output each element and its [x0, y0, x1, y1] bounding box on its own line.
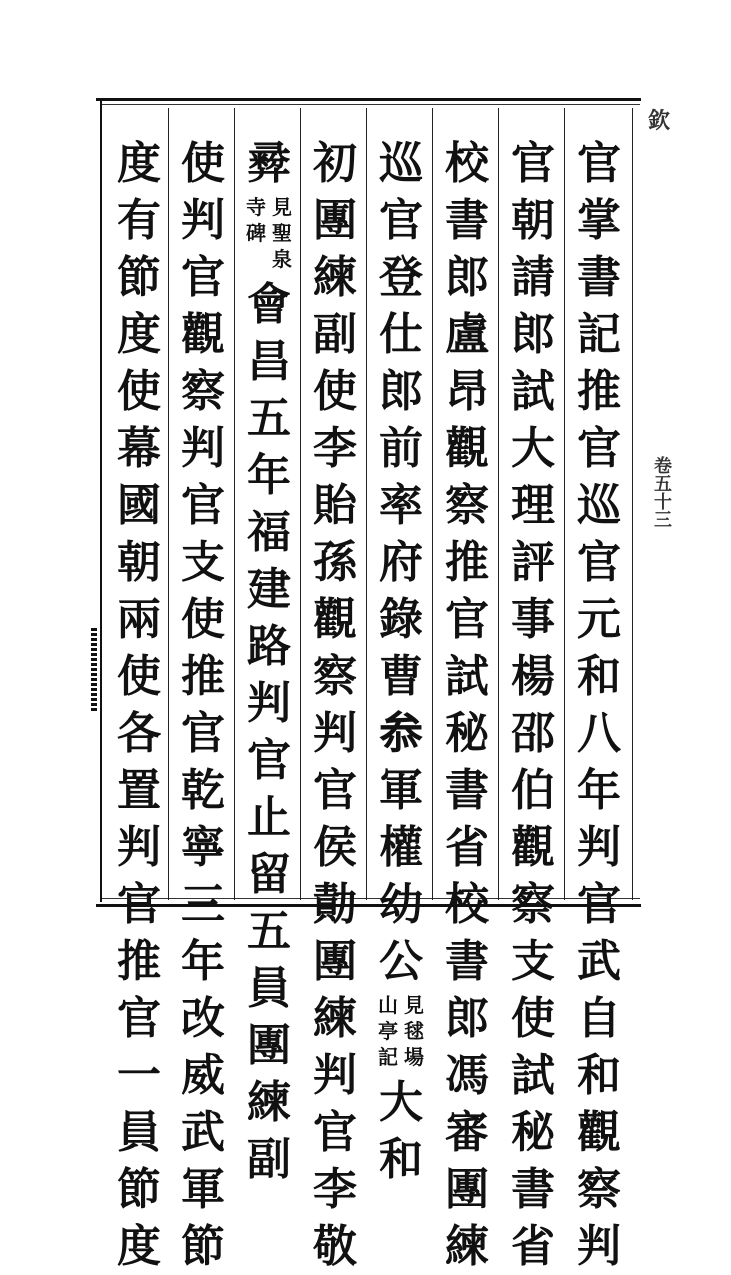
- text-char: 觀: [313, 594, 357, 645]
- text-char: 楊: [511, 651, 555, 702]
- text-char: 自: [577, 993, 621, 1044]
- text-char: 官: [117, 879, 161, 930]
- annotation-char: 毬: [404, 1019, 424, 1043]
- text-char: 評: [511, 537, 555, 588]
- text-char: 書: [511, 1164, 555, 1215]
- text-char: 判: [181, 423, 225, 474]
- column-rule: [168, 108, 169, 900]
- text-char: 登: [379, 252, 423, 303]
- text-char: 使: [511, 993, 555, 1044]
- text-char: 秘: [445, 708, 489, 759]
- text-char: 官: [181, 708, 225, 759]
- annotation-char: 碑: [246, 221, 266, 245]
- text-char: 使: [117, 651, 161, 702]
- text-char: 官: [511, 138, 555, 189]
- column-rule: [498, 108, 499, 900]
- text-char: 巡: [577, 480, 621, 531]
- text-char: 官: [313, 765, 357, 816]
- annotation-line: [376, 992, 400, 1070]
- text-char: 省: [511, 1221, 555, 1272]
- text-char: 和: [577, 651, 621, 702]
- text-char: 察: [181, 366, 225, 417]
- text-char: 判: [577, 822, 621, 873]
- text-char: 官: [577, 138, 621, 189]
- annotation-char: 場: [404, 1045, 424, 1069]
- frame-left-border: [100, 100, 102, 902]
- text-char: 前: [379, 423, 423, 474]
- text-char: 權: [379, 822, 423, 873]
- text-column: [306, 135, 364, 1275]
- page-margin: [640, 96, 680, 596]
- text-char: 團: [313, 936, 357, 987]
- text-char: 官: [117, 993, 161, 1044]
- text-char: 節: [181, 1221, 225, 1272]
- text-char: 度: [117, 309, 161, 360]
- column-rule: [366, 108, 367, 900]
- text-char: 率: [379, 480, 423, 531]
- text-char: 判: [247, 678, 291, 729]
- text-char: 節: [117, 252, 161, 303]
- text-char: 官: [181, 480, 225, 531]
- text-char: 各: [117, 708, 161, 759]
- text-char: 孫: [313, 537, 357, 588]
- text-char: 郎: [445, 993, 489, 1044]
- text-char: 察: [577, 1164, 621, 1215]
- text-char: 書: [445, 765, 489, 816]
- text-char: 福: [247, 507, 291, 558]
- text-char: 建: [247, 564, 291, 615]
- column-rule: [234, 108, 235, 900]
- text-char: 團: [445, 1164, 489, 1215]
- text-char: 官: [577, 423, 621, 474]
- text-char: 團: [313, 195, 357, 246]
- text-char: 書: [577, 252, 621, 303]
- text-char: 察: [313, 651, 357, 702]
- text-char: 邵: [511, 708, 555, 759]
- annotation-note: [376, 992, 426, 1070]
- text-char: 路: [247, 621, 291, 672]
- text-char: 大: [511, 423, 555, 474]
- text-char: 觀: [511, 822, 555, 873]
- text-char: 勣: [313, 879, 357, 930]
- text-char: 郎: [379, 366, 423, 417]
- text-char: 書: [445, 195, 489, 246]
- text-char: 使: [181, 138, 225, 189]
- text-char: 敬: [313, 1221, 357, 1272]
- text-column: [438, 135, 496, 1275]
- annotation-char: 寺: [246, 195, 266, 219]
- annotation-char: 山: [378, 993, 398, 1017]
- column-rule: [564, 108, 565, 900]
- text-char: 員: [117, 1107, 161, 1158]
- text-char: 府: [379, 537, 423, 588]
- annotation-char: 泉: [272, 247, 292, 271]
- text-column: [174, 135, 232, 1275]
- text-char: 郎: [445, 252, 489, 303]
- text-char: 有: [117, 195, 161, 246]
- text-char: 察: [445, 480, 489, 531]
- text-char: 侯: [313, 822, 357, 873]
- text-char: 官: [379, 195, 423, 246]
- text-char: 一: [117, 1050, 161, 1101]
- text-char: 官: [313, 1107, 357, 1158]
- text-char: 威: [181, 1050, 225, 1101]
- text-char: 仕: [379, 309, 423, 360]
- frame-top-inner-border: [100, 104, 640, 105]
- text-char: 元: [577, 594, 621, 645]
- text-char: 昌: [247, 336, 291, 387]
- text-char: 節: [117, 1164, 161, 1215]
- text-char: 觀: [577, 1107, 621, 1158]
- text-char: 察: [511, 879, 555, 930]
- text-char: 年: [247, 450, 291, 501]
- text-char: 推: [577, 366, 621, 417]
- text-char: 置: [117, 765, 161, 816]
- text-char: 使: [313, 366, 357, 417]
- text-char: 郎: [511, 309, 555, 360]
- text-char: 會: [247, 279, 291, 330]
- column-rule: [432, 108, 433, 900]
- text-char: 掌: [577, 195, 621, 246]
- text-char: 五: [247, 393, 291, 444]
- text-char: 判: [181, 195, 225, 246]
- chapter-label: 卷五十三: [651, 456, 672, 528]
- text-char: 大: [379, 1077, 423, 1128]
- text-char: 李: [313, 1164, 357, 1215]
- text-column: [110, 135, 168, 1275]
- text-char: 練: [445, 1221, 489, 1272]
- text-char: 度: [117, 138, 161, 189]
- text-column: [570, 135, 628, 1275]
- text-char: 盧: [445, 309, 489, 360]
- text-char: 三: [181, 879, 225, 930]
- binding-edge-mark: [91, 628, 97, 712]
- frame-top-border: [96, 98, 641, 101]
- text-char: 官: [445, 594, 489, 645]
- text-char: 練: [313, 993, 357, 1044]
- text-char: 幕: [117, 423, 161, 474]
- text-char: 支: [181, 537, 225, 588]
- text-char: 止: [247, 792, 291, 843]
- text-char: 貽: [313, 480, 357, 531]
- text-column: [240, 135, 298, 1188]
- text-char: 朝: [511, 195, 555, 246]
- text-char: 判: [117, 822, 161, 873]
- text-char: 初: [313, 138, 357, 189]
- text-char: 試: [511, 366, 555, 417]
- text-char: 試: [511, 1050, 555, 1101]
- annotation-char: 見: [272, 195, 292, 219]
- text-char: 支: [511, 936, 555, 987]
- text-char: 馮: [445, 1050, 489, 1101]
- column-rule: [632, 108, 633, 900]
- text-char: 五: [247, 906, 291, 957]
- text-char: 國: [117, 480, 161, 531]
- text-char: 請: [511, 252, 555, 303]
- text-char: 判: [577, 1221, 621, 1272]
- text-char: 團: [247, 1020, 291, 1071]
- text-column: [372, 135, 430, 1188]
- text-char: 乾: [181, 765, 225, 816]
- text-char: 判: [313, 708, 357, 759]
- text-char: 校: [445, 879, 489, 930]
- text-char: 官: [577, 879, 621, 930]
- text-char: 使: [181, 594, 225, 645]
- annotation-note: [244, 194, 294, 272]
- text-char: 度: [117, 1221, 161, 1272]
- text-char: 寧: [181, 822, 225, 873]
- text-char: 和: [379, 1134, 423, 1185]
- text-char: 官: [577, 537, 621, 588]
- text-char: 和: [577, 1050, 621, 1101]
- text-char: 官: [181, 252, 225, 303]
- text-char: 使: [117, 366, 161, 417]
- annotation-line: [244, 194, 268, 272]
- text-char: 校: [445, 138, 489, 189]
- text-char: 觀: [181, 309, 225, 360]
- text-column: [504, 135, 562, 1275]
- annotation-char: 聖: [272, 221, 292, 245]
- margin-top-char: 欽: [648, 108, 671, 134]
- text-char: 書: [445, 936, 489, 987]
- text-char: 兩: [117, 594, 161, 645]
- text-char: 推: [117, 936, 161, 987]
- text-char: 判: [313, 1050, 357, 1101]
- text-char: 武: [181, 1107, 225, 1158]
- text-char: 副: [247, 1134, 291, 1185]
- annotation-char: 亭: [378, 1019, 398, 1043]
- text-char: 軍: [379, 765, 423, 816]
- text-char: 公: [379, 936, 423, 987]
- text-char: 練: [247, 1077, 291, 1128]
- text-char: 李: [313, 423, 357, 474]
- text-char: 錄: [379, 594, 423, 645]
- column-rule: [300, 108, 301, 900]
- text-char: 試: [445, 651, 489, 702]
- text-char: 巡: [379, 138, 423, 189]
- text-char: 審: [445, 1107, 489, 1158]
- text-char: 官: [247, 735, 291, 786]
- text-char: 練: [313, 252, 357, 303]
- text-char: 理: [511, 480, 555, 531]
- text-char: 副: [313, 309, 357, 360]
- text-char: 推: [445, 537, 489, 588]
- text-char: 事: [511, 594, 555, 645]
- text-char: 省: [445, 822, 489, 873]
- text-char: 軍: [181, 1164, 225, 1215]
- annotation-line: [402, 992, 426, 1070]
- annotation-line: [270, 194, 294, 272]
- text-char: 朝: [117, 537, 161, 588]
- text-char: 記: [577, 309, 621, 360]
- text-char: 幼: [379, 879, 423, 930]
- text-char: 員: [247, 963, 291, 1014]
- text-char: 觀: [445, 423, 489, 474]
- text-char: 伯: [511, 765, 555, 816]
- text-char: 秘: [511, 1107, 555, 1158]
- text-char: 年: [577, 765, 621, 816]
- text-char: 八: [577, 708, 621, 759]
- annotation-char: 見: [404, 993, 424, 1017]
- annotation-char: 記: [378, 1045, 398, 1069]
- text-char: 推: [181, 651, 225, 702]
- text-char: 彛: [247, 138, 291, 189]
- text-char: 曹: [379, 651, 423, 702]
- text-char: 年: [181, 936, 225, 987]
- text-char: 武: [577, 936, 621, 987]
- text-char: 昂: [445, 366, 489, 417]
- text-char: 留: [247, 849, 291, 900]
- text-char: 改: [181, 993, 225, 1044]
- text-char: 𠫵: [379, 708, 423, 759]
